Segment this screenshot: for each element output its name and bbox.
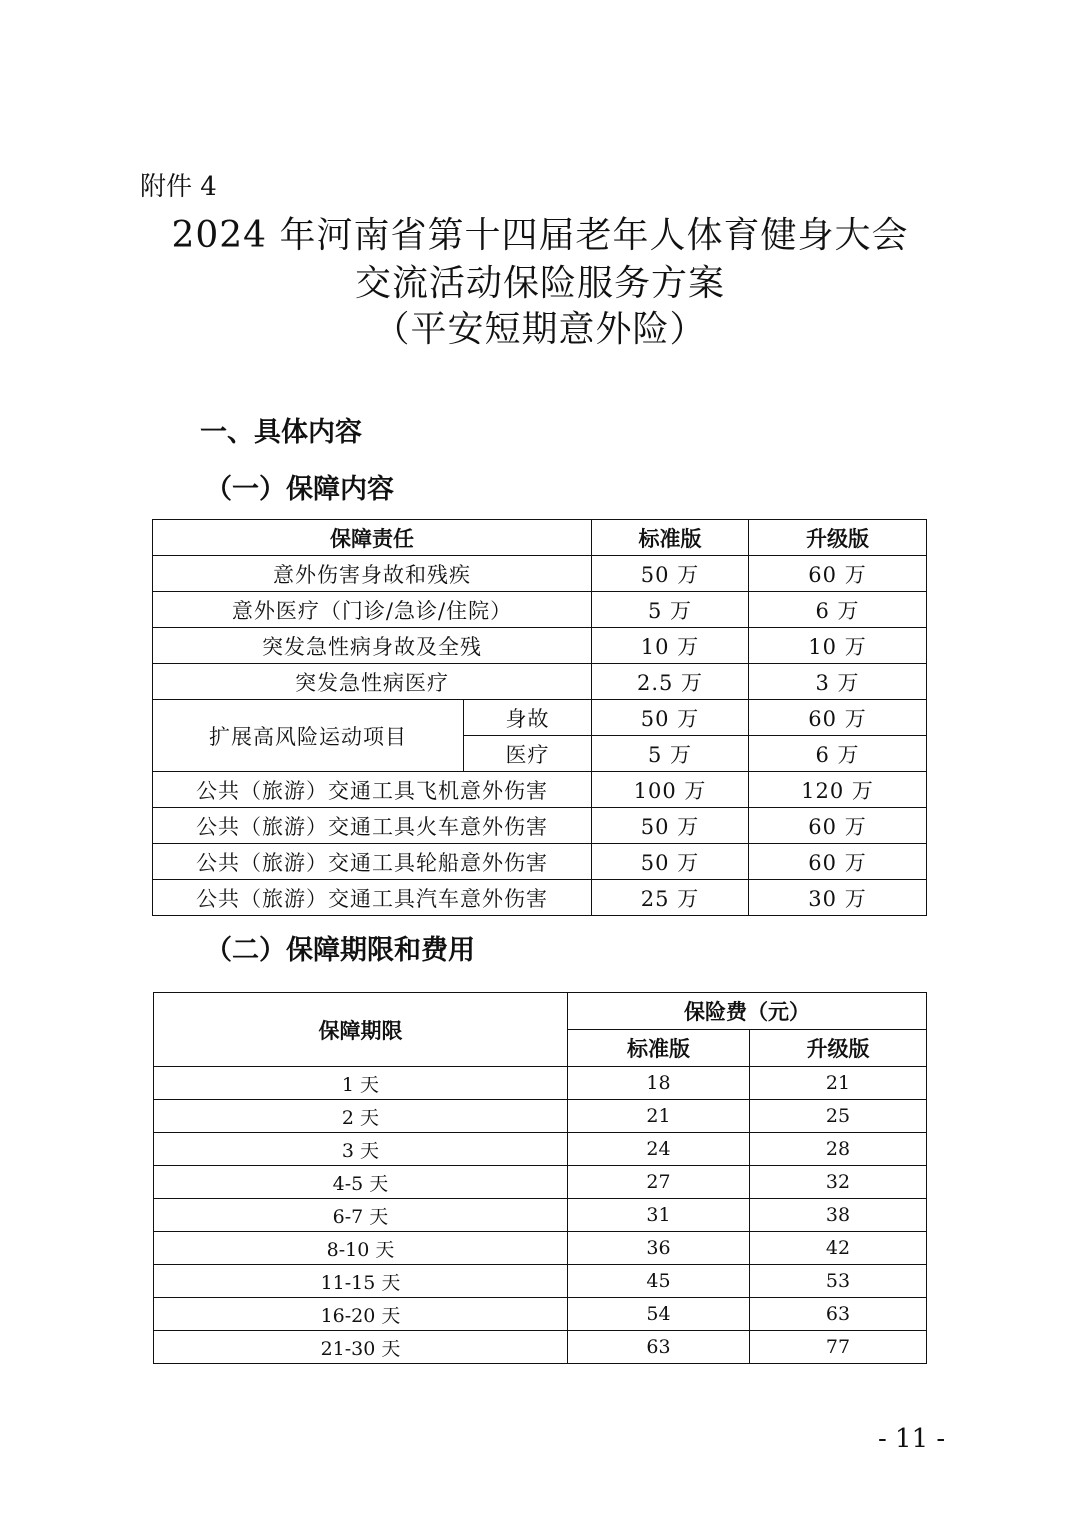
coverage-item: 公共（旅游）交通工具飞机意外伤害 <box>153 772 592 808</box>
fee-standard: 45 <box>568 1265 750 1298</box>
table-row <box>153 880 927 916</box>
fee-standard: 63 <box>568 1331 750 1364</box>
fee-header-period: 保障期限 <box>154 993 568 1067</box>
fee-period: 21-30 天 <box>154 1331 568 1364</box>
fee-period: 4-5 天 <box>154 1166 568 1199</box>
table-row <box>154 1199 927 1232</box>
coverage-standard: 50 万 <box>592 556 749 592</box>
table-row <box>154 1067 927 1100</box>
coverage-header-upgrade: 升级版 <box>749 520 927 556</box>
fee-period: 11-15 天 <box>154 1265 568 1298</box>
fee-header-row <box>154 993 927 1030</box>
attachment-label: 附件 4 <box>140 172 217 202</box>
coverage-item: 突发急性病医疗 <box>153 664 592 700</box>
fee-upgrade: 63 <box>750 1298 927 1331</box>
fee-period: 3 天 <box>154 1133 568 1166</box>
coverage-table <box>152 519 927 916</box>
table-row <box>153 808 927 844</box>
fee-upgrade: 53 <box>750 1265 927 1298</box>
fee-upgrade: 28 <box>750 1133 927 1166</box>
fee-period: 1 天 <box>154 1067 568 1100</box>
coverage-item: 公共（旅游）交通工具轮船意外伤害 <box>153 844 592 880</box>
table-row <box>153 628 927 664</box>
coverage-extended-sub: 医疗 <box>464 736 592 772</box>
coverage-header-item: 保障责任 <box>153 520 592 556</box>
title-line-2: 交流活动保险服务方案 <box>354 263 725 304</box>
coverage-upgrade: 30 万 <box>749 880 927 916</box>
table-row <box>154 1166 927 1199</box>
coverage-standard: 5 万 <box>592 736 749 772</box>
coverage-standard: 2.5 万 <box>592 664 749 700</box>
fee-period: 2 天 <box>154 1100 568 1133</box>
fee-standard: 36 <box>568 1232 750 1265</box>
coverage-header-row <box>153 520 927 556</box>
table-row <box>154 1133 927 1166</box>
coverage-item: 公共（旅游）交通工具汽车意外伤害 <box>153 880 592 916</box>
fee-period: 8-10 天 <box>154 1232 568 1265</box>
coverage-upgrade: 6 万 <box>749 592 927 628</box>
fee-standard: 27 <box>568 1166 750 1199</box>
section-heading-main: 一、具体内容 <box>200 417 362 448</box>
section-heading-coverage: （一）保障内容 <box>205 474 394 505</box>
fee-upgrade: 21 <box>750 1067 927 1100</box>
fee-period: 6-7 天 <box>154 1199 568 1232</box>
coverage-standard: 50 万 <box>592 808 749 844</box>
coverage-upgrade: 6 万 <box>749 736 927 772</box>
coverage-item: 意外伤害身故和残疾 <box>153 556 592 592</box>
coverage-item: 意外医疗（门诊/急诊/住院） <box>153 592 592 628</box>
fee-upgrade: 77 <box>750 1331 927 1364</box>
table-row <box>153 556 927 592</box>
coverage-standard: 25 万 <box>592 880 749 916</box>
coverage-upgrade: 60 万 <box>749 808 927 844</box>
table-row <box>154 1265 927 1298</box>
coverage-upgrade: 120 万 <box>749 772 927 808</box>
coverage-item: 突发急性病身故及全残 <box>153 628 592 664</box>
coverage-upgrade: 60 万 <box>749 556 927 592</box>
coverage-item: 公共（旅游）交通工具火车意外伤害 <box>153 808 592 844</box>
table-row <box>154 1331 927 1364</box>
page-number: - 11 - <box>878 1424 946 1454</box>
section-heading-fee: （二）保障期限和费用 <box>205 935 475 966</box>
fee-header-standard: 标准版 <box>568 1030 750 1067</box>
table-row <box>153 700 927 736</box>
coverage-extended-sub: 身故 <box>464 700 592 736</box>
coverage-extended-item: 扩展高风险运动项目 <box>153 700 464 772</box>
fee-upgrade: 42 <box>750 1232 927 1265</box>
coverage-standard: 50 万 <box>592 700 749 736</box>
table-row <box>153 592 927 628</box>
coverage-standard: 5 万 <box>592 592 749 628</box>
fee-upgrade: 25 <box>750 1100 927 1133</box>
table-row <box>154 1232 927 1265</box>
fee-standard: 54 <box>568 1298 750 1331</box>
coverage-standard: 50 万 <box>592 844 749 880</box>
fee-header-premium: 保险费（元） <box>568 993 927 1030</box>
coverage-standard: 10 万 <box>592 628 749 664</box>
coverage-upgrade: 60 万 <box>749 844 927 880</box>
table-row <box>154 1298 927 1331</box>
fee-standard: 31 <box>568 1199 750 1232</box>
fee-upgrade: 32 <box>750 1166 927 1199</box>
coverage-header-standard: 标准版 <box>592 520 749 556</box>
table-row <box>154 1100 927 1133</box>
coverage-upgrade: 60 万 <box>749 700 927 736</box>
coverage-standard: 100 万 <box>592 772 749 808</box>
table-row <box>153 772 927 808</box>
title-line-3: （平安短期意外险） <box>373 309 707 350</box>
coverage-upgrade: 3 万 <box>749 664 927 700</box>
fee-header-upgrade: 升级版 <box>750 1030 927 1067</box>
fee-standard: 18 <box>568 1067 750 1100</box>
fee-period: 16-20 天 <box>154 1298 568 1331</box>
coverage-upgrade: 10 万 <box>749 628 927 664</box>
fee-standard: 21 <box>568 1100 750 1133</box>
fee-standard: 24 <box>568 1133 750 1166</box>
table-row <box>153 664 927 700</box>
title-line-1: 2024 年河南省第十四届老年人体育健身大会 <box>171 215 909 256</box>
fee-upgrade: 38 <box>750 1199 927 1232</box>
fee-table <box>153 992 927 1364</box>
table-row <box>153 844 927 880</box>
